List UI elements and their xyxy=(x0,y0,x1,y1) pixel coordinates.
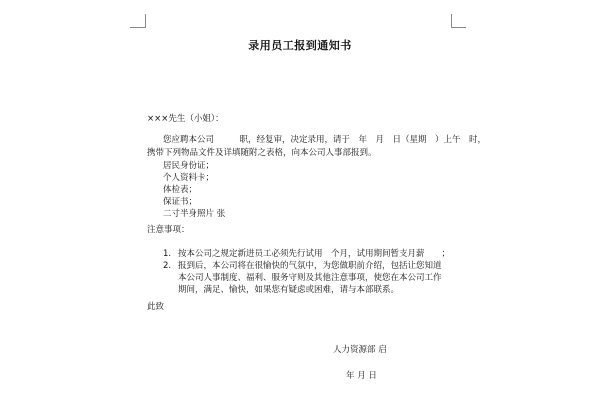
note-line: 按本公司之规定新进员工必须先行试用 个月，试用期间暂支月薪 ； xyxy=(178,249,451,259)
date-line: 年 月 日 xyxy=(346,371,377,381)
paragraph-line: 携带下列物品文件及详填随附之表格，向本公司人事部报到。 xyxy=(147,148,377,158)
crop-mark-top-left xyxy=(145,14,146,28)
crop-mark-top-right xyxy=(451,14,452,28)
list-item: 二寸半身照片 张 xyxy=(163,209,226,219)
paragraph-line: 您应聘本公司 职，经复审，决定录用，请于 年 月 日（星期 ）上午 时， xyxy=(163,135,487,145)
list-item: 保证书； xyxy=(163,197,198,207)
note-line: 本公司人事制度、福利、服务守则及其他注意事项，使您在本公司工作 xyxy=(178,273,442,283)
document-title: 录用员工报到通知书 xyxy=(248,39,352,52)
note-line: 报到后，本公司将在很愉快的气氛中，为您做职前介绍，包括让您知道 xyxy=(178,261,442,271)
note-number: 2. xyxy=(163,261,172,271)
crop-mark-top-left xyxy=(130,27,145,28)
note-line: 期间，满足、愉快，如果您有疑虑或困难，请与本部联系。 xyxy=(178,285,400,295)
crop-mark-top-right xyxy=(451,27,466,28)
list-item: 个人资料卡； xyxy=(163,173,215,183)
notes-heading: 注意事项： xyxy=(147,225,190,235)
salutation: ×××先生（小姐）： xyxy=(147,114,224,124)
signature: 人力资源部 启 xyxy=(333,345,387,355)
list-item: 体检表； xyxy=(163,185,198,195)
list-item: 居民身份证； xyxy=(163,161,215,171)
closing: 此致 xyxy=(147,302,165,312)
note-number: 1. xyxy=(163,249,172,259)
